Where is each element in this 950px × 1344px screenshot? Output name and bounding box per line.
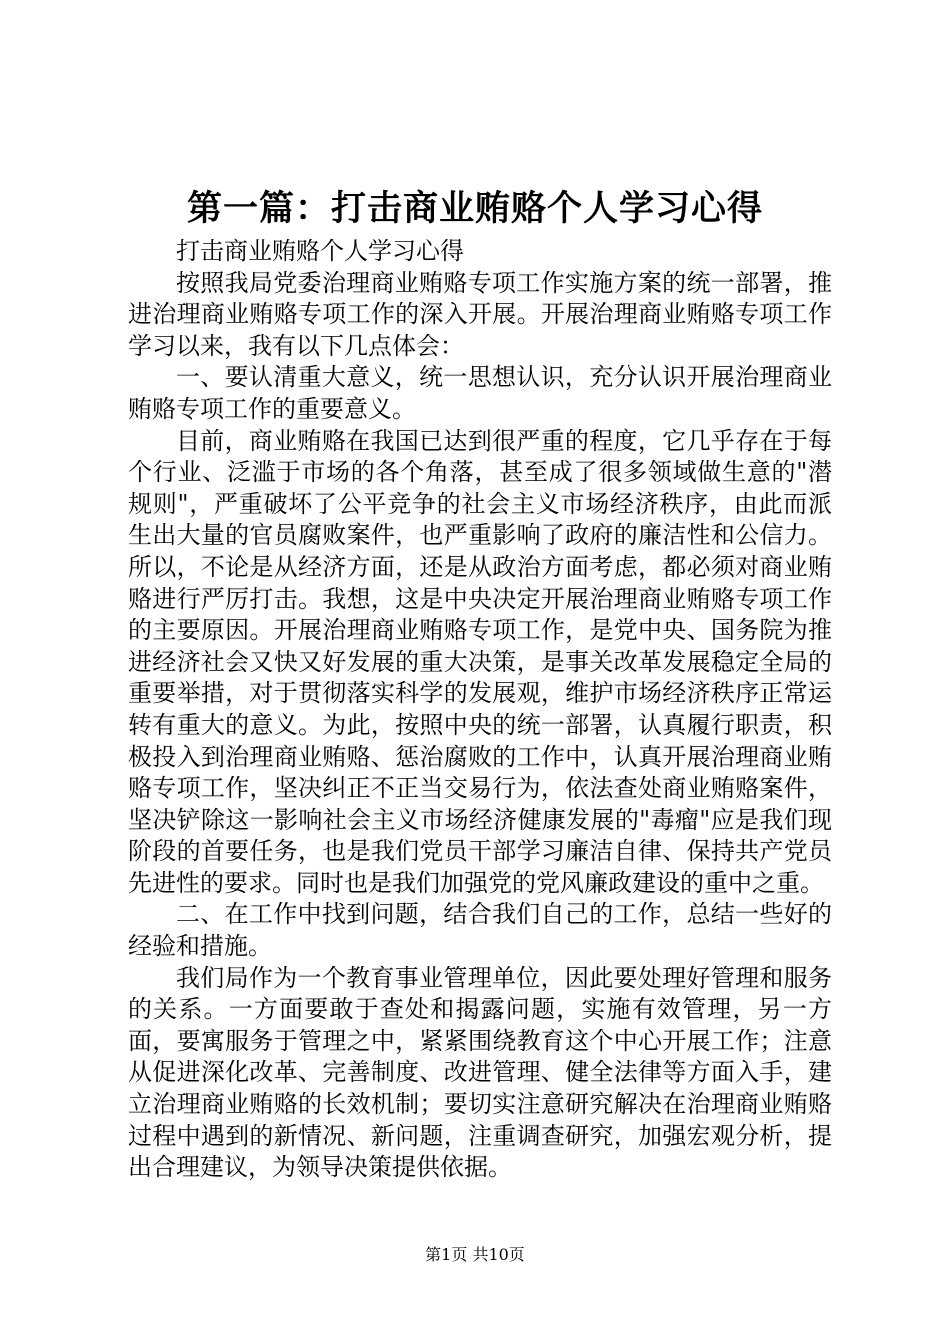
section-one-paragraph: 目前，商业贿赂在我国已达到很严重的程度，它几乎存在于每个行业、泛滥于市场的各个角落，甚至成了很多领域做生意的"潜规则"，严重破坏了公平竞争的社会主义市场经济秩序，由此而派生出大量的官员腐败案件，也严重影响了政府的廉洁性和公信力。所以，不论是从经济方面，还是从政治方面考虑，都必须对商业贿赂进行严厉打击。我想，这是中央决定开展治理商业贿赂专项工作的主要原因。开展治理商业贿赂专项工作，是党中央、国务院为推进经济社会又快又好发展的重大决策，是事关改革发展稳定全局的重要举措，对于贯彻落实科学的发展观，维护市场经济秩序正常运转有重大的意义。为此，按照中央的统一部署，认真履行职责，积极投入到治理商业贿赂、惩治腐败的工作中，认真开展治理商业贿赂专项工作，坚决纠正不正当交易行为，依法查处商业贿赂案件，坚决铲除这一影响社会主义市场经济健康发展的"毒瘤"应是我们现阶段的首要任务，也是我们党员干部学习廉洁自律、保持共产党员先进性的要求。同时也是我们加强党的党风廉政建设的重中之重。 xyxy=(128,426,832,897)
section-two-heading: 二、在工作中找到问题，结合我们自己的工作，总结一些好的经验和措施。 xyxy=(128,900,832,961)
section-one-heading: 一、要认清重大意义，统一思想认识，充分认识开展治理商业贿赂专项工作的重要意义。 xyxy=(128,363,832,423)
document-body xyxy=(128,236,832,1184)
section-two-paragraph: 我们局作为一个教育事业管理单位，因此要处理好管理和服务的关系。一方面要敢于查处和揭露问题，实施有效管理，另一方面，要寓服务于管理之中，紧紧围绕教育这个中心开展工作；注意从促进深化改革、完善制度、改进管理、健全法律等方面入手，建立治理商业贿赂的长效机制；要切实注意研究解决在治理商业贿赂过程中遇到的新情况、新问题，注重调查研究，加强宏观分析，提出合理建议，为领导决策提供依据。 xyxy=(128,963,832,1182)
intro-paragraph: 按照我局党委治理商业贿赂专项工作实施方案的统一部署，推进治理商业贿赂专项工作的深入开展。开展治理商业贿赂专项工作学习以来，我有以下几点体会： xyxy=(128,268,832,360)
document-title: 第一篇：打击商业贿赂个人学习心得 xyxy=(186,188,763,229)
page-footer: 第1页 共10页 xyxy=(425,1245,525,1264)
subtitle-paragraph: 打击商业贿赂个人学习心得 xyxy=(176,237,464,265)
